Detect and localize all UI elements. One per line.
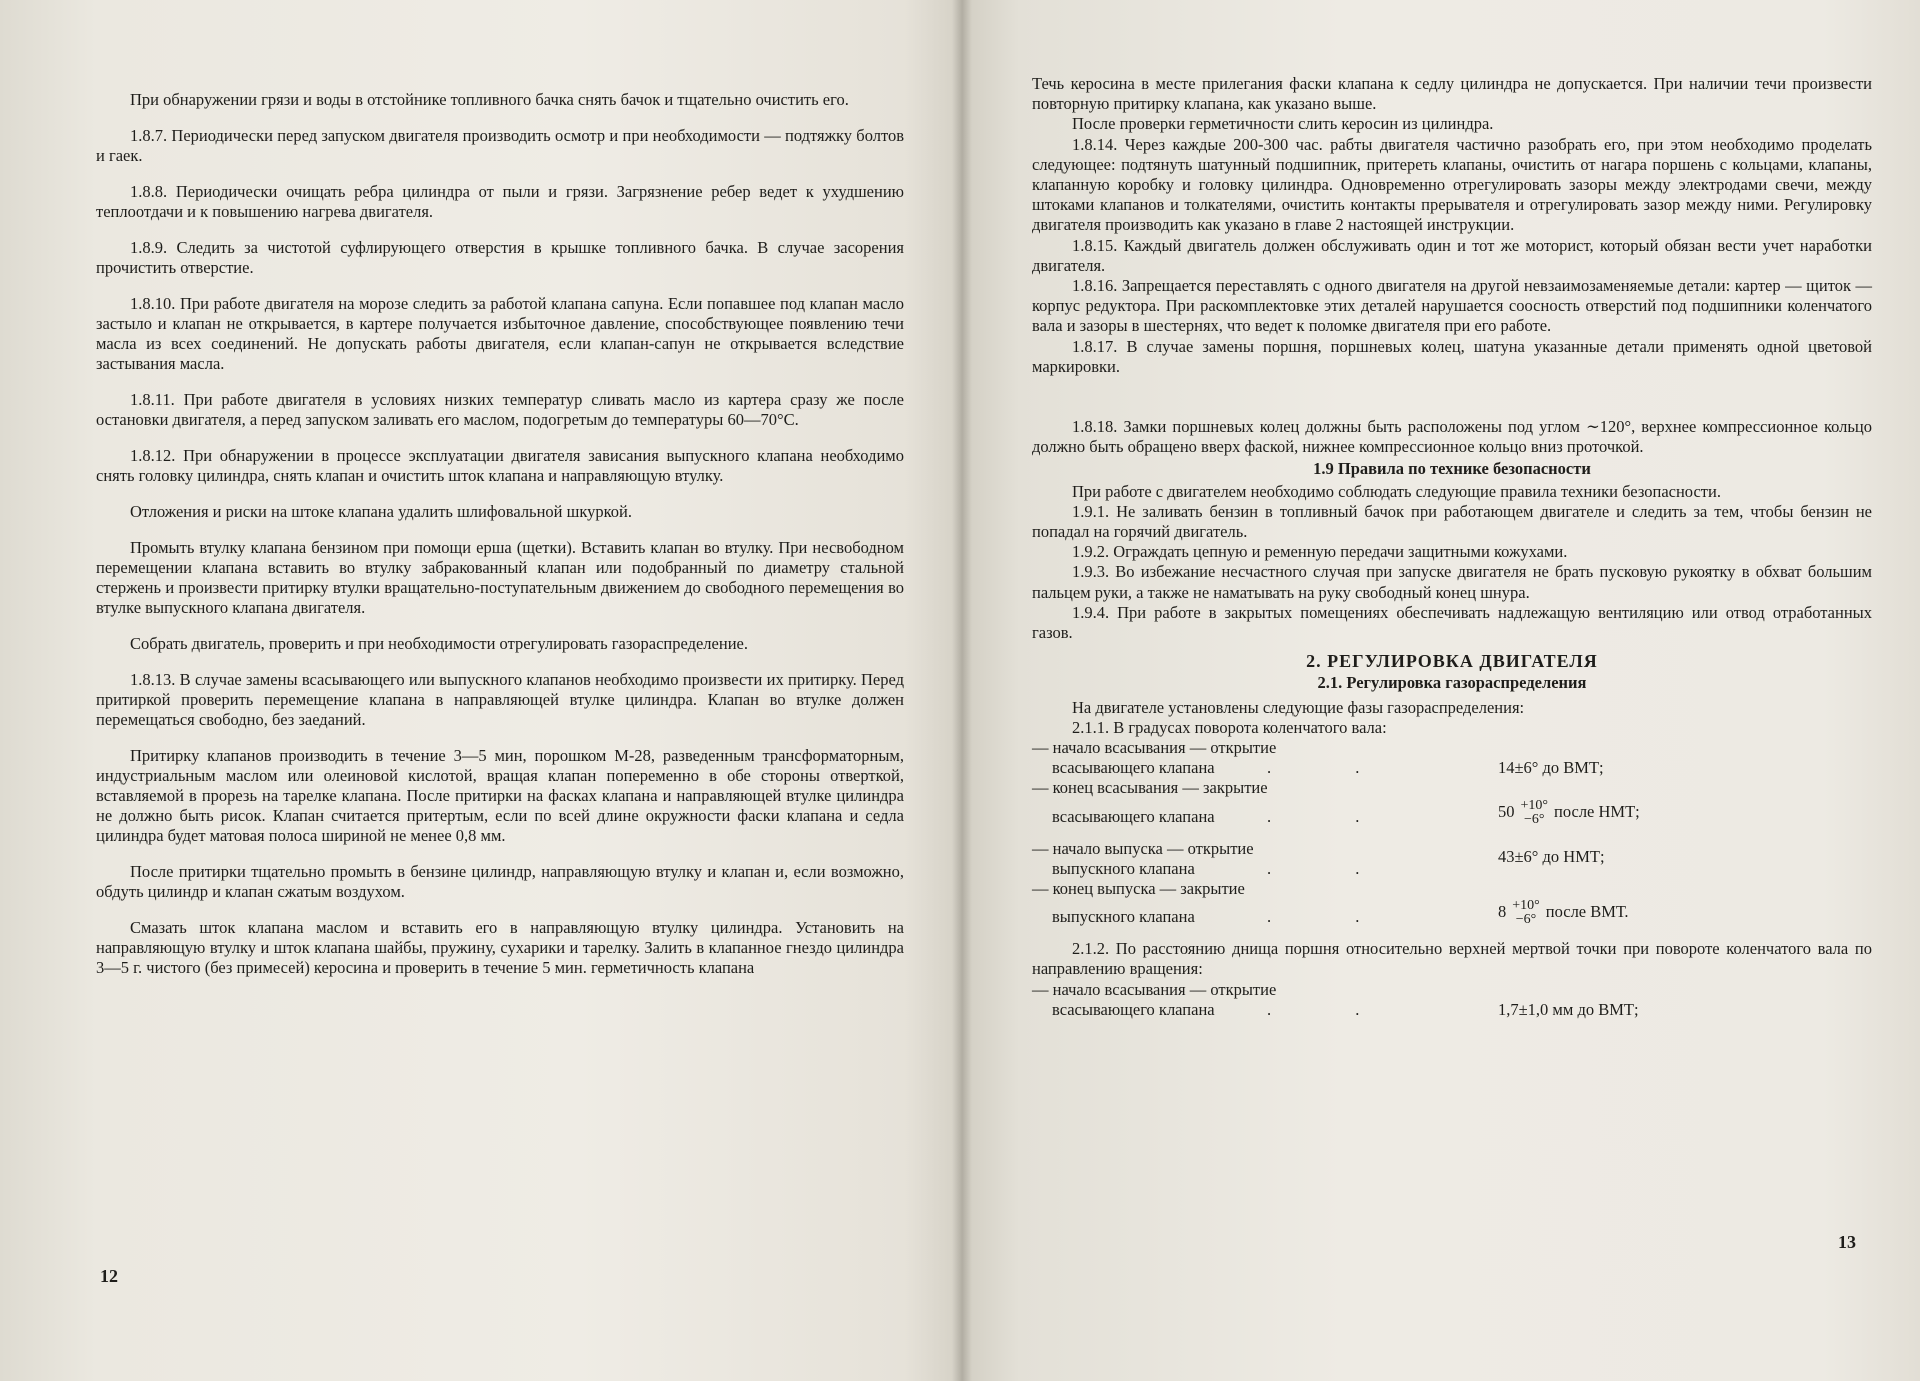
phase-row: всасывающего клапана . . 1,7±1,0 мм до ВМТ; [1052, 999, 1639, 1019]
paragraph: 1.8.11. При работе двигателя в условиях низких температур сливать масло из картера сразу же после остановки двигателя, а перед запуском заливать его маслом, подогретым до температуры 60—70°С. [96, 390, 904, 429]
paragraph: Течь керосина в месте прилегания фаски клапана к седлу цилиндра не допускается. При наличии течи произвести повторную притирку клапана, как указано выше. [1032, 74, 1872, 114]
paragraph: После притирки тщательно промыть в бензине цилиндр, направляющую втулку и клапан и, если возможно, обдуть цилиндр и клапан сжатым воздухом. [96, 862, 904, 901]
phase-row: всасывающего клапана . . 14±6° до ВМТ; [1052, 758, 1604, 778]
paragraph: 1.8.17. В случае замены поршня, поршневых колец, шатуна указанные детали применять одной цветовой маркировки. [1032, 336, 1872, 376]
paragraph: При работе с двигателем необходимо соблюдать следующие правила техники безопасности. [1072, 481, 1721, 501]
paragraph: 1.8.16. Запрещается переставлять с одного двигателя на другой невзаимозаменяемые детали: картер — щиток — корпус редуктора. При раскомплектовке этих деталей нарушается соосность отверстий под подшипники коленчатого вала и зазоры в шестернях, что ведет к поломке двигателя при его работе. [1032, 276, 1872, 336]
paragraph: Собрать двигатель, проверить и при необходимости отрегулировать газораспределение. [130, 634, 748, 653]
paragraph: 2.1.2. По расстоянию днища поршня относительно верхней мертвой точки при повороте коленчатого вала по направлению вращения: [1032, 939, 1872, 979]
phase-row: — начало всасывания — открытие [1032, 738, 1277, 758]
book-gutter [952, 0, 972, 1381]
phase-value: 14±6° до ВМТ; [1498, 758, 1604, 778]
paragraph: 1.8.8. Периодически очищать ребра цилиндра от пыли и грязи. Загрязнение ребер ведет к ухудшению теплоотдачи и к повышению нагрева двигателя. [96, 182, 904, 221]
safety-heading: 1.9 Правила по технике безопасности [1313, 459, 1591, 479]
phase-row: — начало выпуска — открытие 43±6° до НМТ; [1032, 838, 1605, 866]
phase-row: выпускного клапана . . [1052, 858, 1400, 878]
paragraph: При обнаружении грязи и воды в отстойнике топливного бачка снять бачок и тщательно очистить его. [130, 90, 849, 109]
paragraph: 1.8.7. Периодически перед запуском двигателя производить осмотр и при необходимости — подтяжку болтов и гаек. [96, 126, 904, 165]
phase-value: 43±6° до НМТ; [1498, 846, 1605, 866]
paragraph: 1.8.18. Замки поршневых колец должны быть расположены под углом ∼120°, верхнее компрессионное кольцо должно быть обращено вверх фаской, нижнее компрессионное кольцо вниз проточкой. [1032, 417, 1872, 457]
paragraph: 1.8.9. Следить за чистотой суфлирующего отверстия в крышке топливного бачка. В случае засорения прочистить отверстие. [96, 238, 904, 277]
phase-row: выпускного клапана . . 8 +10° −6° после ВМТ. [1052, 898, 1629, 928]
phase-value: 1,7±1,0 мм до ВМТ; [1498, 999, 1639, 1019]
phase-value: 8 +10° −6° после ВМТ. [1498, 898, 1629, 928]
right-page-text [1032, 74, 1872, 1020]
page-number: 12 [100, 1266, 118, 1286]
phase-row: — начало всасывания — открытие [1032, 979, 1277, 999]
phase-row: — конец выпуска — закрытие [1032, 879, 1245, 899]
paragraph: 1.8.14. Через каждые 200-300 час. рабты двигателя частично разобрать его, при этом необходимо проделать следующее: подтянуть шатунный подшипник, притереть клапаны, очистить от нагара поршень с кольцами, клапаны, клапанную коробку и головку цилиндра. Одновременно отрегулировать зазоры между электродами свечи, между штоками клапанов и толкателями, очистить контакты прерывателя и отрегулировать зазор между ними. Регулировку двигателя производить как указано в главе 2 настоящей инструкции. [1032, 134, 1872, 235]
paragraph: 1.9.4. При работе в закрытых помещениях обеспечивать надлежащую вентиляцию или отвод отработанных газов. [1032, 602, 1872, 643]
paragraph: Промыть втулку клапана бензином при помощи ерша (щетки). Вставить клапан во втулку. При несвободном перемещении клапана вставить во втулку забракованный клапан или подобранный по диаметру стальной стержень и произвести притирку втулки вращательно-поступательным движением до свободного перемещения во втулке выпускного клапана двигателя. [96, 538, 904, 617]
phase-value: 50 +10° −6° после НМТ; [1498, 797, 1640, 827]
paragraph: 1.8.10. При работе двигателя на морозе следить за работой клапана сапуна. Если попавшее под клапан масло застыло и клапан не открывается, в картере получается избыточное давление, способствующее появлению течи масла из всех соединений. Не допускать работы двигателя, если клапан-сапун не открывается вследствие застывания масла. [96, 294, 904, 373]
paragraph: Смазать шток клапана маслом и вставить его в направляющую втулку цилиндра. Установить на направляющую втулку и шток клапана шайбы, пружину, сухарики и тарелку. Залить в клапанное гнездо цилиндра 3—5 г. чистого (без примесей) керосина и проверить в течение 5 мин. герметичность клапана [96, 918, 904, 977]
paragraph: 1.9.1. Не заливать бензин в топливный бачок при работающем двигателе и следить за тем, чтобы бензин не попадал на горячий двигатель. [1032, 501, 1872, 542]
left-page-text [96, 90, 904, 994]
paragraph: 1.8.12. При обнаружении в процессе эксплуатации двигателя зависания выпускного клапана необходимо снять головку цилиндра, снять клапан и очистить шток клапана и направляющую втулку. [96, 446, 904, 485]
page-number: 13 [1838, 1232, 1856, 1252]
paragraph: Притирку клапанов производить в течение 3—5 мин, порошком М-28, разведенным трансформаторным, индустриальным маслом или олеиновой кислотой, вращая клапан попеременно в обе стороны отверткой, вставляемой в прорезь на тарелке клапана. После притирки на фасках клапана и направляющей втулке цилиндра не должно быть рисок. Клапан считается притертым, если по всей длине окружности фаски клапана и седла цилиндра будет матовая полоса шириной не менее 0,8 мм. [96, 746, 904, 845]
phase-row: — конец всасывания — закрытие [1032, 778, 1268, 798]
paragraph: 1.8.15. Каждый двигатель должен обслуживать один и тот же моторист, который обязан вести учет наработки двигателя. [1032, 235, 1872, 275]
paragraph: 2.1.1. В градусах поворота коленчатого вала: [1072, 717, 1387, 737]
paragraph: Отложения и риски на штоке клапана удалить шлифовальной шкуркой. [130, 502, 632, 521]
subsection-heading: 2.1. Регулировка газораспределения [1317, 673, 1587, 693]
paragraph: На двигателе установлены следующие фазы газораспределения: [1072, 697, 1525, 717]
section-heading: 2. РЕГУЛИРОВКА ДВИГАТЕЛЯ [1306, 651, 1598, 672]
paragraph: 1.9.3. Во избежание несчастного случая при запуске двигателя не брать пусковую рукоятку в обхват большим пальцем руки, а также не наматывать на руку свободный конец шнура. [1032, 562, 1872, 602]
paragraph: 1.8.13. В случае замены всасывающего или выпускного клапанов необходимо произвести их притирку. Перед притиркой проверить перемещение клапана в направляющей втулке цилиндра. Клапан во втулке должен перемещаться свободно, без заеданий. [96, 670, 904, 729]
paragraph: 1.9.2. Ограждать цепную и ременную передачи защитными кожухами. [1072, 542, 1568, 562]
paragraph: После проверки герметичности слить керосин из цилиндра. [1072, 114, 1494, 134]
phase-row: всасывающего клапана . . 50 +10° −6° после НМТ; [1052, 797, 1640, 827]
